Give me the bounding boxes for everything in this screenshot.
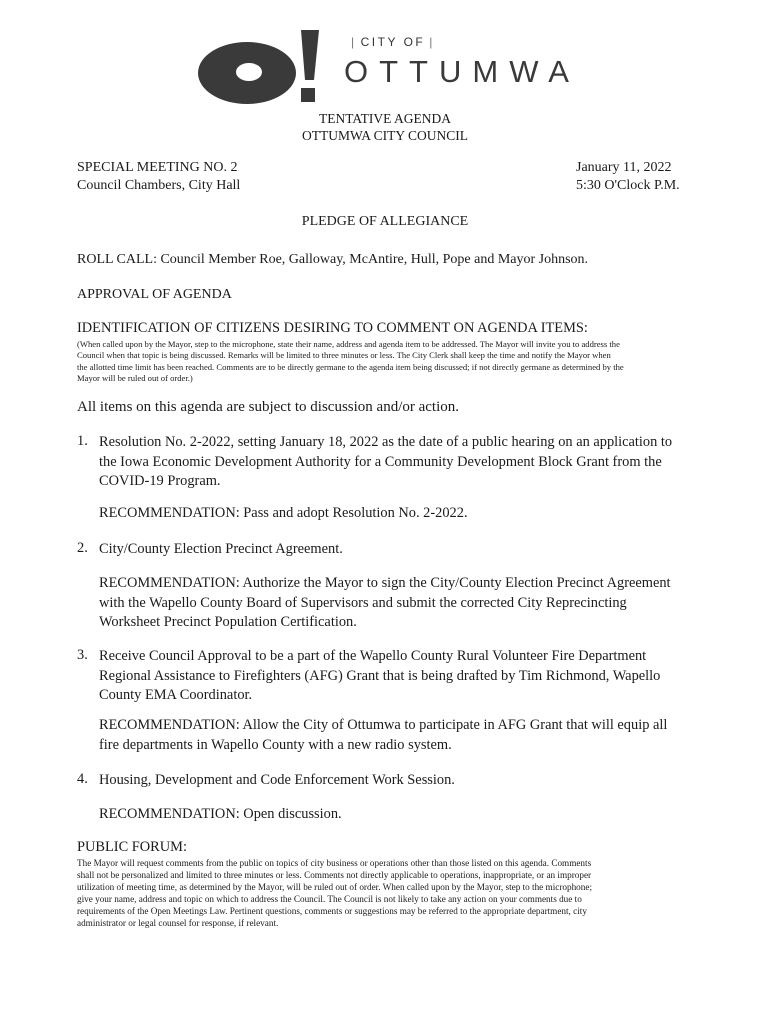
item-number: 3.	[77, 647, 88, 663]
forum-line: administrator or legal counsel for response, if relevant.	[77, 918, 279, 928]
ottumwa-o-exclamation-logo-icon	[197, 28, 337, 108]
item-line: City/County Election Precinct Agreement.	[99, 541, 343, 557]
forum-line: The Mayor will request comments from the public on topics of city business or operations other than those listed on this agenda. Comments	[77, 858, 592, 868]
forum-line: give your name, address and topic on which to address the Council. The Council is not likely to take any action on your comments due to	[77, 894, 582, 904]
item-4-recommendation	[99, 805, 342, 825]
agenda-title: TENTATIVE AGENDA	[318, 111, 452, 126]
item-number: 1.	[77, 433, 88, 449]
council-title: OTTUMWA CITY COUNCIL	[302, 128, 468, 143]
note-line: the allotted time limit has been reached. Comments are to be directly germane to the agenda item being discussed; if not directly germane as determined by the	[77, 361, 624, 372]
agenda-item-2	[99, 540, 343, 560]
item-2-recommendation	[99, 574, 671, 633]
recommendation-line: Worksheet Precinct Population Certification.	[99, 614, 357, 630]
approval-heading: APPROVAL OF AGENDA	[77, 287, 232, 302]
recommendation-line: with the Wapello County Board of Supervisors and submit the corrected City Reprecincting	[99, 594, 627, 611]
logo-wordmark: OTTUMWA	[344, 54, 580, 89]
meeting-time: 5:30 O'Clock P.M.	[576, 178, 680, 193]
recommendation-line: RECOMMENDATION: Allow the City of Ottumwa to participate in AFG Grant that will equip all	[99, 717, 668, 733]
agenda-item-4	[99, 771, 455, 791]
forum-line: requirements of the Open Meetings Law. Pertinent questions, comments or suggestions may be referred to the appropriate department, city	[77, 906, 587, 916]
forum-line: utilization of meeting time, as determined by the Mayor, will be ruled out of order. When called upon by the Mayor, step to the microphone;	[77, 882, 592, 892]
item-number: 4.	[77, 771, 88, 787]
note-line: Council when that topic is being discussed. Remarks will be limited to three minutes or less. The City Clerk shall keep the time and notify the Mayor when	[77, 350, 611, 361]
item-line: Receive Council Approval to be a part of the Wapello County Rural Volunteer Fire Department	[99, 648, 647, 664]
subject-note: All items on this agenda are subject to discussion and/or action.	[77, 399, 460, 415]
recommendation-line: RECOMMENDATION: Open discussion.	[99, 806, 342, 822]
note-line: (When called upon by the Mayor, step to the microphone, state their name, address and agenda item to be addressed. The Mayor will invite you to address the	[77, 339, 620, 349]
agenda-item-1	[99, 433, 672, 492]
recommendation-line: RECOMMENDATION: Pass and adopt Resolution No. 2-2022.	[99, 505, 468, 521]
item-3-recommendation	[99, 716, 667, 755]
city-logo	[197, 28, 617, 108]
logo-city-of: | CITY OF |	[347, 35, 439, 49]
recommendation-line: fire departments in Wapello County with a new radio system.	[99, 736, 452, 753]
item-line: Regional Assistance to Firefighters (AFG) Grant that is being drafted by Tim Richmond, Wapello	[99, 667, 661, 684]
pledge-heading: PLEDGE OF ALLEGIANCE	[301, 214, 469, 229]
identification-heading: IDENTIFICATION OF CITIZENS DESIRING TO COMMENT ON AGENDA ITEMS:	[77, 320, 588, 336]
item-line: County EMA Coordinator.	[99, 687, 253, 703]
public-forum-heading: PUBLIC FORUM:	[77, 839, 187, 855]
identification-note	[77, 339, 624, 385]
meeting-date: January 11, 2022	[576, 160, 672, 175]
forum-line: shall not be personalized and limited to three minutes or less. Comments not directly applicable to operations, inappropriate, or an improper	[77, 870, 592, 880]
item-line: Housing, Development and Code Enforcement Work Session.	[99, 772, 455, 788]
public-forum-text	[77, 857, 592, 929]
item-line: COVID-19 Program.	[99, 473, 221, 489]
note-line: Mayor will be ruled out of order.)	[77, 373, 193, 384]
item-1-recommendation	[99, 504, 468, 524]
item-line: Resolution No. 2-2022, setting January 18, 2022 as the date of a public hearing on an application to	[99, 434, 673, 450]
item-number: 2.	[77, 540, 88, 556]
meeting-name: SPECIAL MEETING NO. 2	[77, 160, 238, 175]
item-line: the Iowa Economic Development Authority for a Community Development Block Grant from the	[99, 453, 662, 470]
roll-call: ROLL CALL: Council Member Roe, Galloway, McAntire, Hull, Pope and Mayor Johnson.	[77, 252, 589, 267]
meeting-location: Council Chambers, City Hall	[77, 178, 241, 193]
recommendation-line: RECOMMENDATION: Authorize the Mayor to sign the City/County Election Precinct Agreement	[99, 575, 671, 591]
agenda-item-3	[99, 647, 660, 706]
